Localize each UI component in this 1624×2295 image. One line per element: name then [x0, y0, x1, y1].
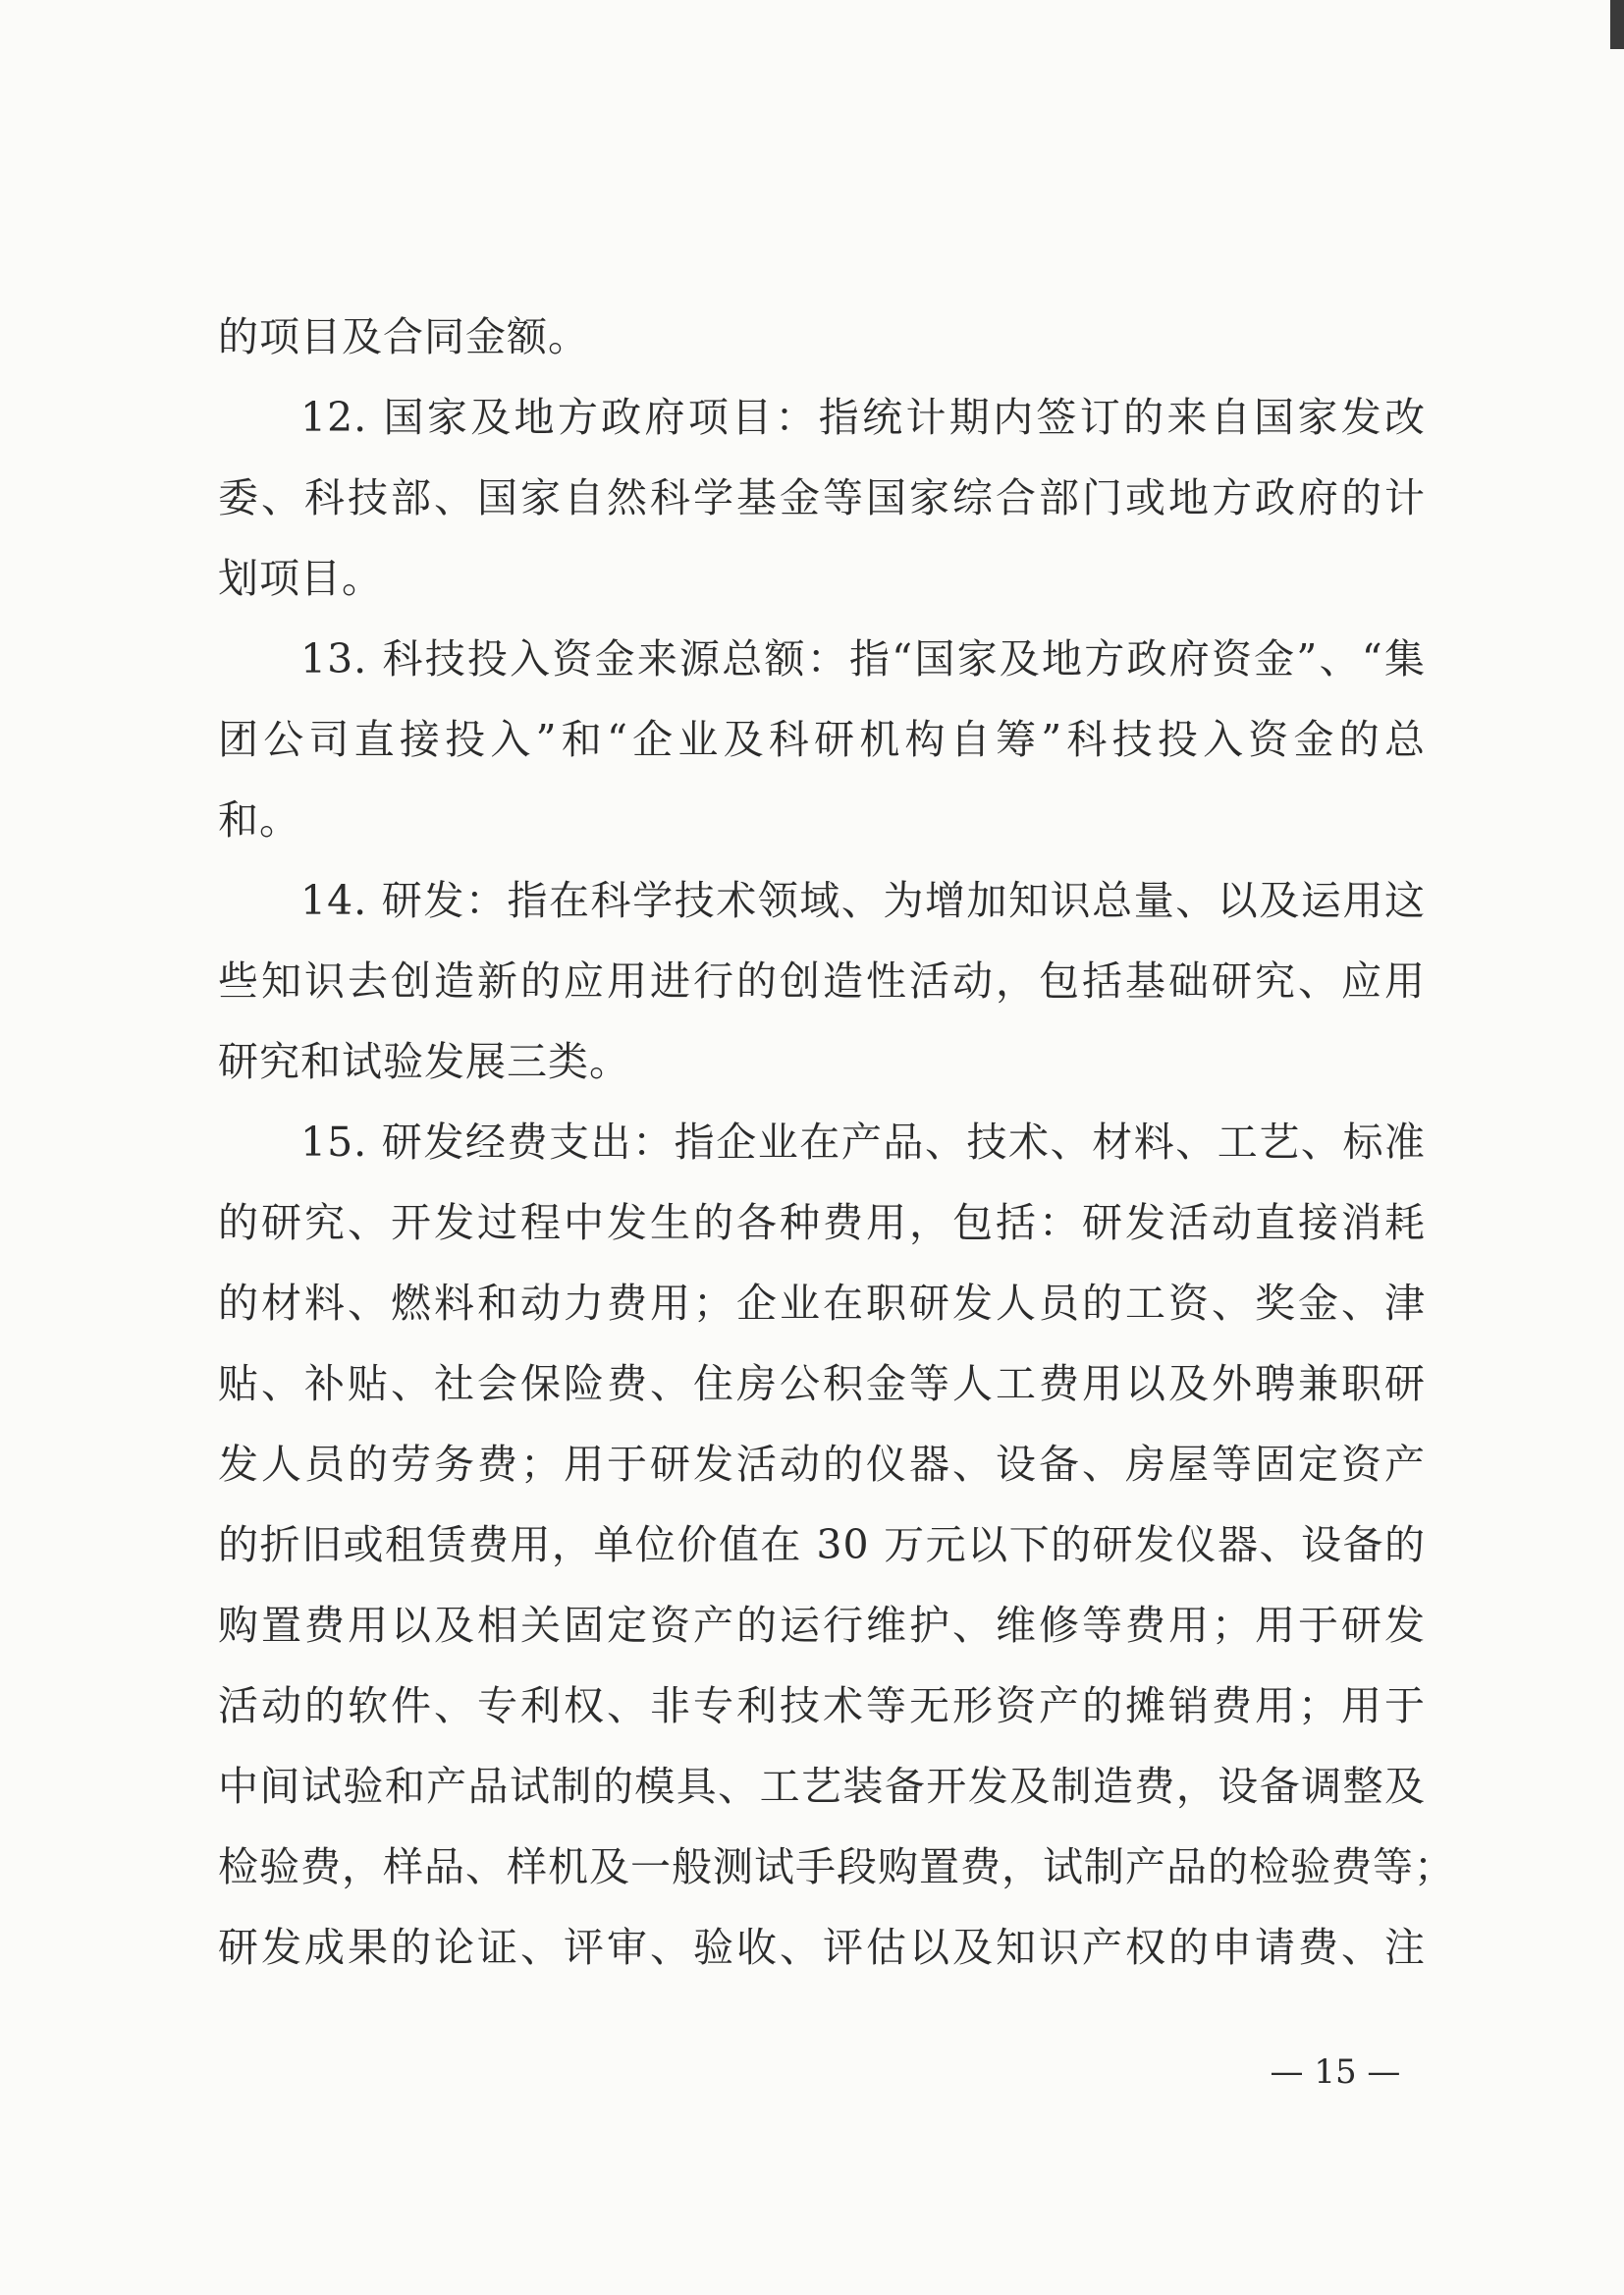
text-line-14: 贴、补贴、社会保险费、住房公积金等人工费用以及外聘兼职研	[218, 1360, 1426, 1407]
text-line-16: 的折旧或租赁费用，单位价值在 30 万元以下的研发仪器、设备的	[218, 1521, 1426, 1568]
text-line-9: 些知识去创造新的应用进行的创造性活动，包括基础研究、应用	[218, 957, 1426, 1005]
page-number: — 15 —	[1270, 2052, 1401, 2092]
text-line-5: 13. 科技投入资金来源总额：指“国家及地方政府资金”、“集	[300, 635, 1426, 683]
text-line-6: 团公司直接投入”和“企业及科研机构自筹”科技投入资金的总	[218, 716, 1426, 763]
text-line-10: 研究和试验发展三类。	[218, 1038, 630, 1085]
text-line-18: 活动的软件、专利权、非专利技术等无形资产的摊销费用；用于	[218, 1682, 1426, 1729]
text-line-19: 中间试验和产品试制的模具、工艺装备开发及制造费，设备调整及	[218, 1763, 1426, 1810]
text-line-13: 的材料、燃料和动力费用；企业在职研发人员的工资、奖金、津	[218, 1280, 1426, 1327]
text-line-11: 15. 研发经费支出：指企业在产品、技术、材料、工艺、标准	[300, 1119, 1426, 1166]
text-line-17: 购置费用以及相关固定资产的运行维护、维修等费用；用于研发	[218, 1602, 1426, 1649]
text-line-8: 14. 研发：指在科学技术领域、为增加知识总量、以及运用这	[300, 877, 1426, 924]
text-line-20: 检验费，样品、样机及一般测试手段购置费，试制产品的检验费等；	[218, 1843, 1455, 1890]
text-line-12: 的研究、开发过程中发生的各种费用，包括：研发活动直接消耗	[218, 1199, 1426, 1246]
text-line-1: 的项目及合同金额。	[218, 313, 589, 360]
text-line-2: 12. 国家及地方政府项目：指统计期内签订的来自国家发改	[300, 394, 1426, 441]
scan-edge-mark	[1610, 0, 1624, 49]
text-line-21: 研发成果的论证、评审、验收、评估以及知识产权的申请费、注	[218, 1924, 1426, 1971]
text-line-3: 委、科技部、国家自然科学基金等国家综合部门或地方政府的计	[218, 474, 1426, 521]
text-line-4: 划项目。	[218, 555, 383, 602]
text-line-7: 和。	[218, 796, 300, 844]
text-line-15: 发人员的劳务费；用于研发活动的仪器、设备、房屋等固定资产	[218, 1441, 1426, 1488]
